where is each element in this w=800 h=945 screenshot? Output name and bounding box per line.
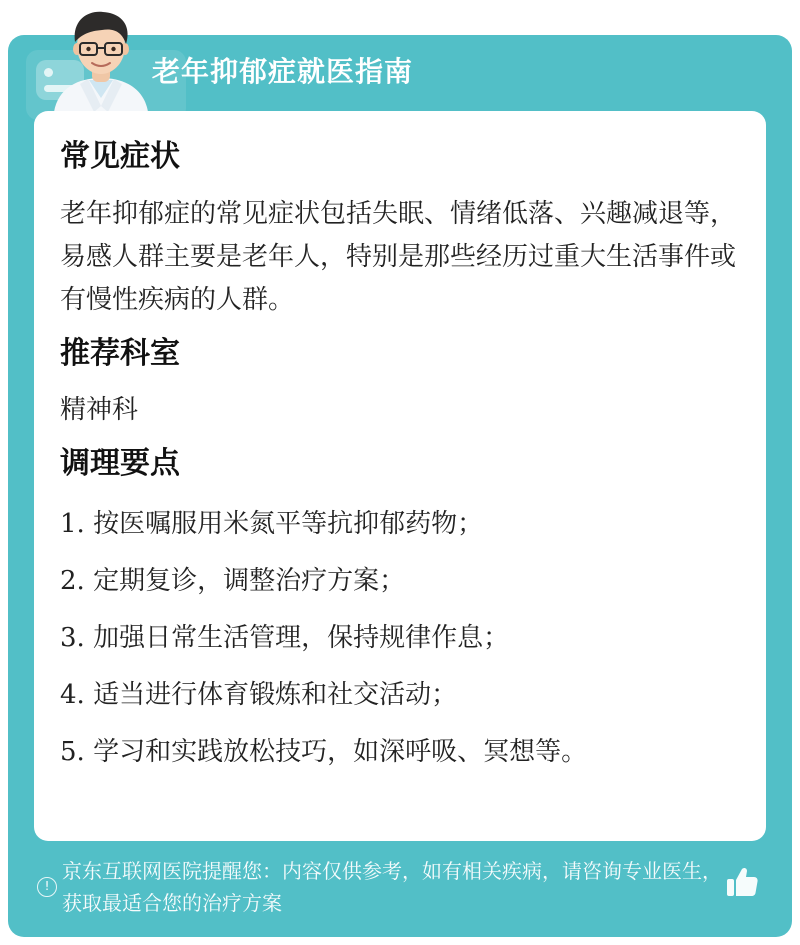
list-item: 3. 加强日常生活管理，保持规律作息； xyxy=(60,623,510,653)
symptoms-text: 老年抑郁症的常见症状包括失眠、情绪低落、兴趣减退等，易感人群主要是老年人，特别是那些经历过重大生活事件或有慢性疾病的人群。 xyxy=(60,199,737,315)
thumbs-up-icon[interactable] xyxy=(725,865,759,899)
list-item: 1. 按医嘱服用米氮平等抗抑郁药物； xyxy=(60,509,484,539)
list-item: 5. 学习和实践放松技巧，如深呼吸、冥想等。 xyxy=(60,737,588,767)
list-item: 4. 适当进行体育锻炼和社交活动； xyxy=(60,680,458,710)
page-title: 老年抑郁症就医指南 xyxy=(152,55,414,88)
doctor-avatar xyxy=(44,6,158,112)
info-icon: ! xyxy=(37,877,57,897)
department-heading: 推荐科室 xyxy=(60,336,180,371)
disclaimer-text: 京东互联网医院提醒您：内容仅供参考，如有相关疾病，请咨询专业医生，获取最适合您的治疗方案 xyxy=(62,859,722,915)
symptoms-heading: 常见症状 xyxy=(60,139,180,174)
content-panel xyxy=(34,111,766,841)
list-item: 2. 定期复诊，调整治疗方案； xyxy=(60,566,406,596)
care-heading: 调理要点 xyxy=(60,446,180,481)
department-text: 精神科 xyxy=(60,395,139,425)
care-list xyxy=(60,496,740,781)
